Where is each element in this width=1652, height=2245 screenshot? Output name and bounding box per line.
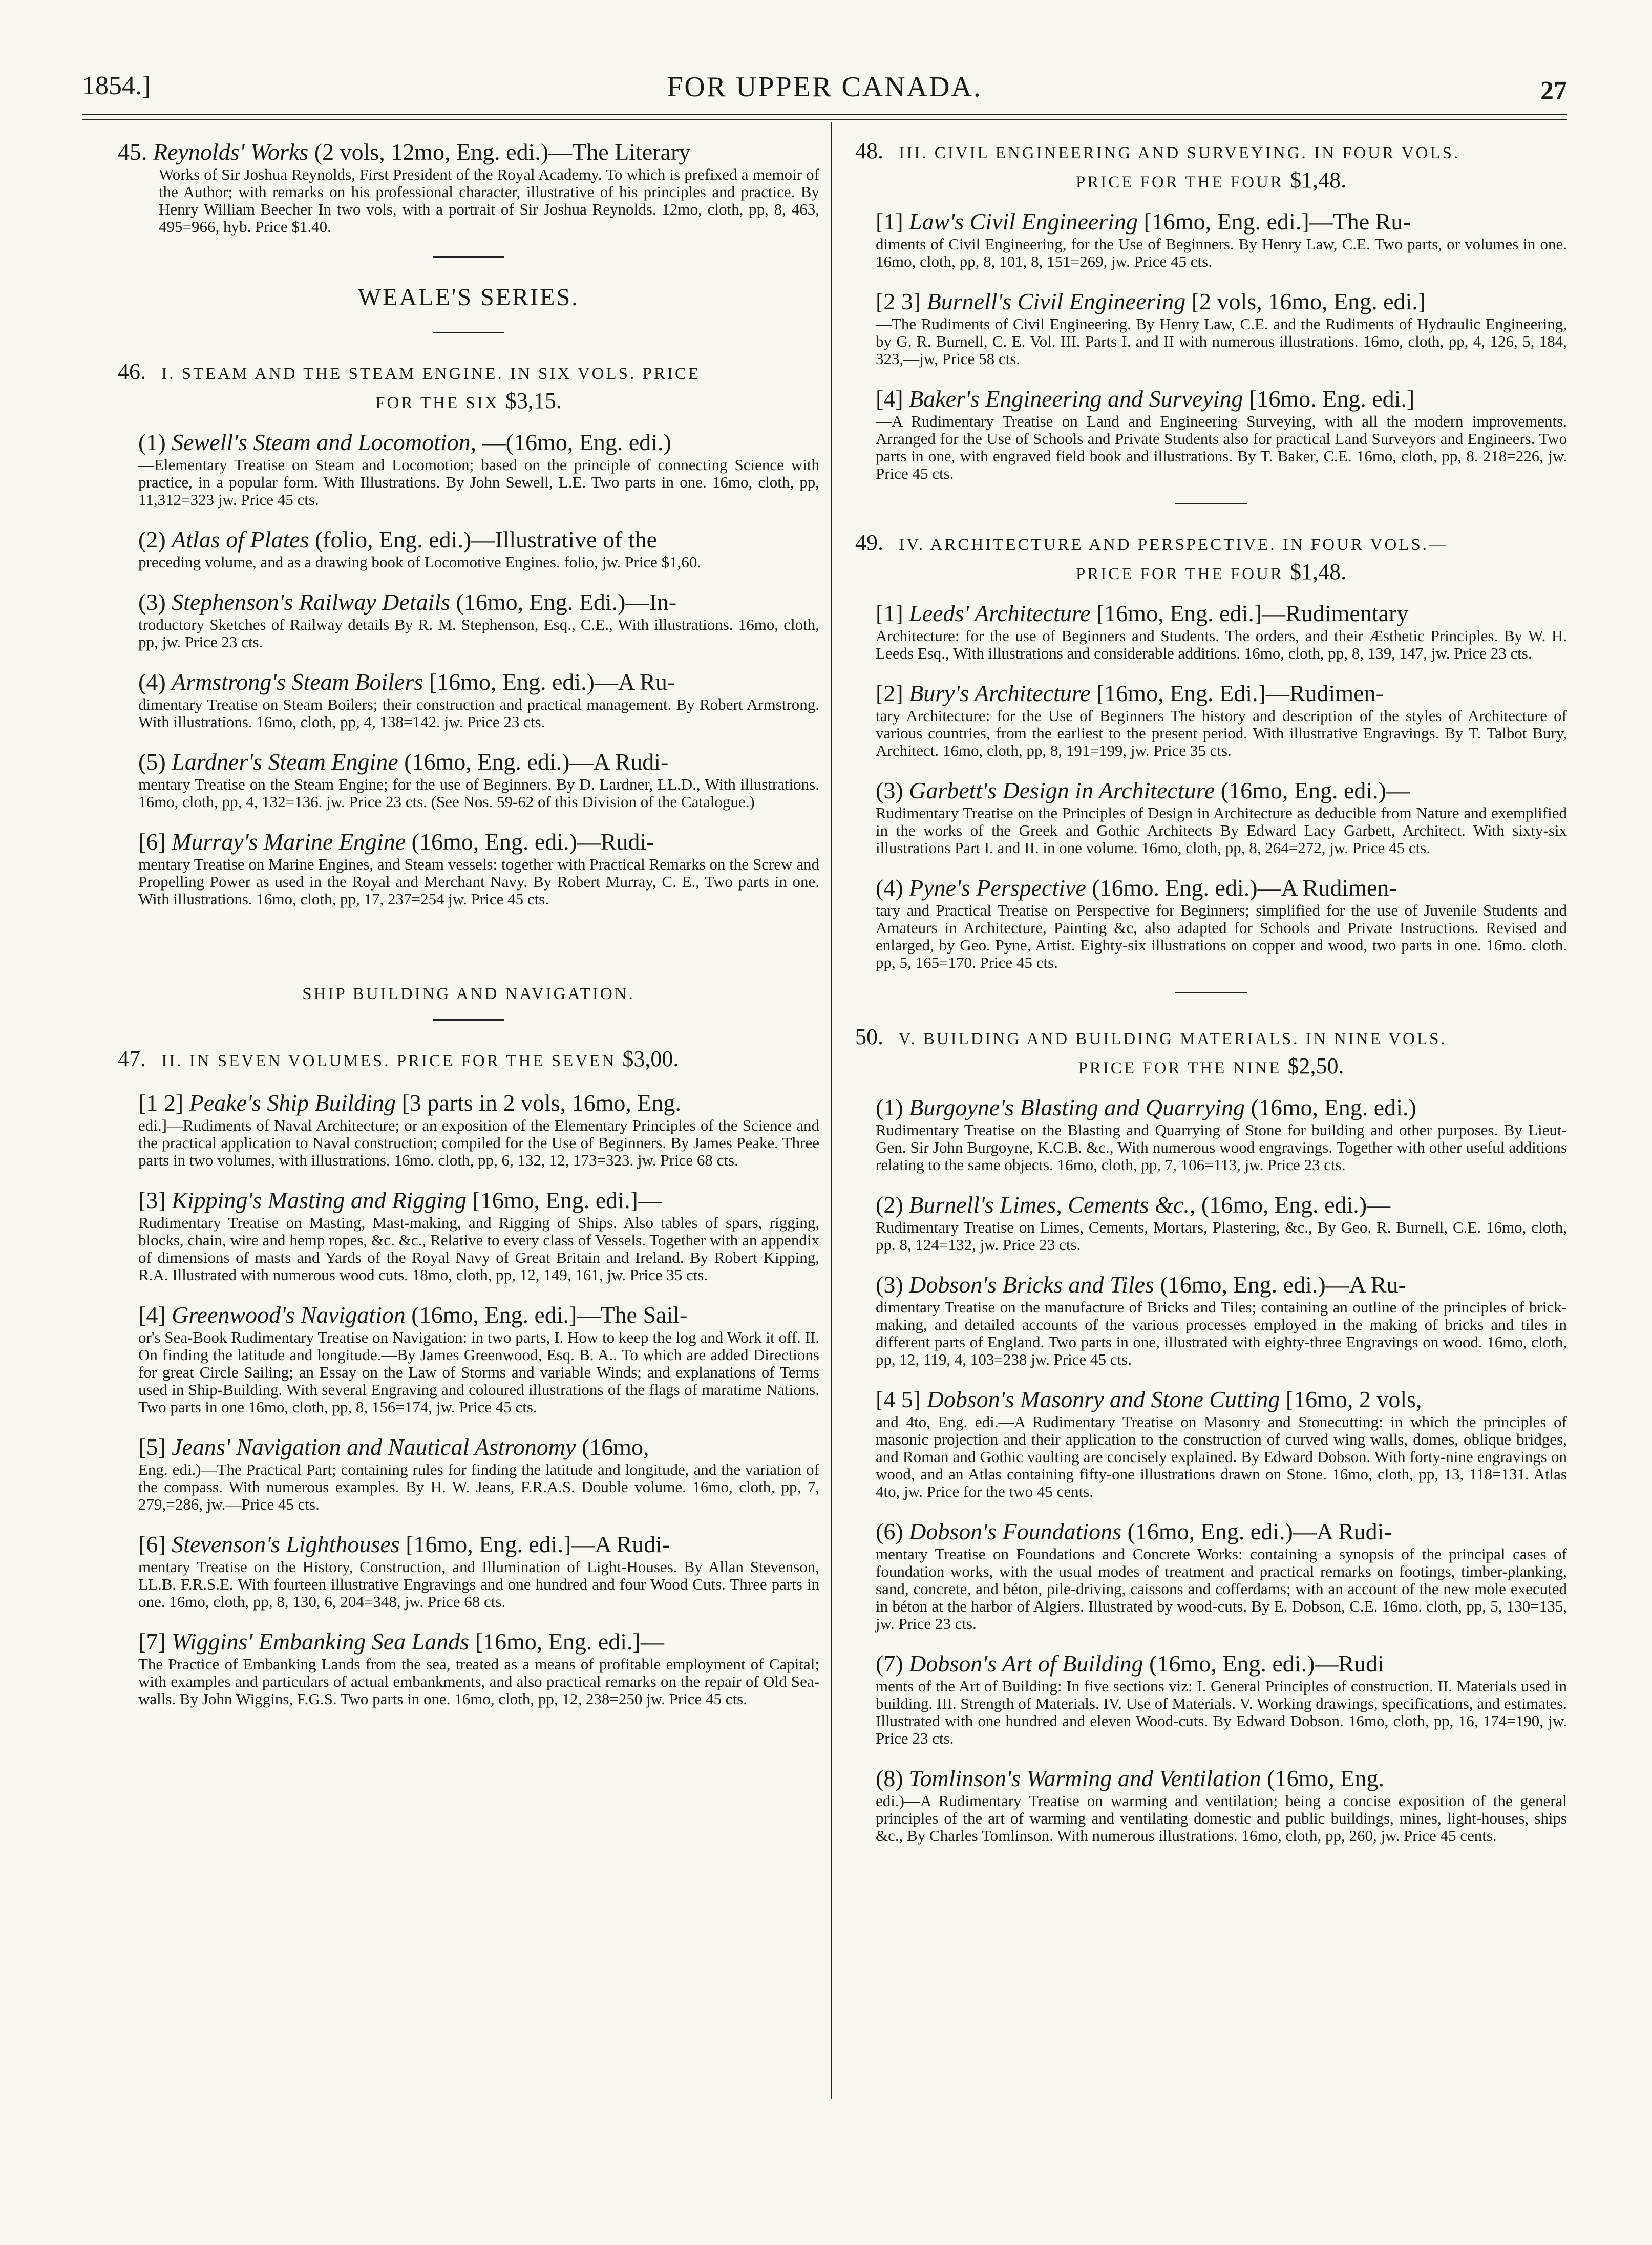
entry-description: —A Rudimentary Treatise on Land and Engineering Surveying, with all the modern improvements. Arranged for the Use of Schools and Private Students also for practical Land Surveyors and Engineers. Two parts in one, with engraved field book and illustrations. By T. Baker, C.E. 16mo, cloth, pp, 8. 218=226, jw. Price 45 cts.	[876, 412, 1567, 482]
entry-description: mentary Treatise on Marine Engines, and Steam vessels: together with Practical Remarks on the Screw and Propelling Power as used in the Royal and Merchant Navy. By Robert Murray, C. E., Two parts in one. With illustrations. 16mo, cloth, pp, 17, 237=254 jw. Price 45 cts.	[138, 855, 819, 908]
entry-description: Rudimentary Treatise on the Principles of Design in Architecture as deducible from Nature and exemplified in the works of the Greek and Gothic Architects By Edward Lacy Garbett, Architect. With sixty-six illustrations Part I. and II. in one volume. 16mo, cloth, pp, 8, 264=272, jw. Price 45 cts.	[876, 804, 1567, 857]
list-item: (6) Dobson's Foundations (16mo, Eng. edi.)—A Rudi- mentary Treatise on Foundations and Concrete Works: containing a synopsis of the principal cases of foundation works, with the usual modes of treatment and practical remarks on footings, timber-planking, sand, concrete, and béton, pile-driving, caissons and cofferdams; with an account of the new mole executed in béton at the harbor of Algiers. Illustrated by wood-cuts. By E. Dobson, C.E. 16mo. cloth, pp, 5, 130=135, jw. Price 23 cts.	[876, 1518, 1567, 1633]
section-48-heading	[855, 138, 1567, 197]
price-label: PRICE FOR THE NINE	[1078, 1059, 1282, 1077]
entry-description: dimentary Treatise on the manufacture of Bricks and Tiles; containing an outline of the principles of brick-making, and detailed accounts of the various processes employed in the making of bricks and tiles in different parts of England. Two parts in one, illustrated with eighty-three Engravings on wood. 16mo, cloth, pp, 12, 119, 4, 103=238 jw. Price 45 cts.	[876, 1298, 1567, 1368]
list-item: (2) Atlas of Plates (folio, Eng. edi.)—Illustrative of the preceding volume, and as a drawing book of Locomotive Engines. folio, jw. Price $1,60.	[138, 526, 819, 571]
section-46-heading	[118, 359, 819, 417]
section-48-items	[855, 208, 1567, 482]
section-price: $3,00.	[622, 1046, 679, 1071]
entry-title: Law's Civil Engineering	[909, 208, 1138, 235]
entry-title: Leeds' Architecture	[909, 600, 1091, 626]
section-title: V. BUILDING AND BUILDING MATERIALS. IN NINE VOLS.	[898, 1030, 1447, 1048]
list-item: (5) Lardner's Steam Engine (16mo, Eng. edi.)—A Rudi- mentary Treatise on the Steam Engine; for the use of Beginners. By D. Lardner, LL.D., With illustrations. 16mo, cloth, pp, 4, 132=136. jw. Price 23 cts. (See Nos. 59-62 of this Division of the Catalogue.)	[138, 749, 819, 811]
section-divider	[1175, 503, 1247, 504]
list-item: [7] Wiggins' Embanking Sea Lands [16mo, Eng. edi.]— The Practice of Embanking Lands from the sea, treated as a means of profitable employment of Capital; with examples and particulars of actual embankments, and also practical remarks on the repair of Old Sea-walls. By John Wiggins, F.G.S. Two parts in one. 16mo, cloth, pp, 12, 238=250 jw. Price 45 cts.	[138, 1628, 819, 1708]
entry-description: mentary Treatise on the History, Construction, and Illumination of Light-Houses. By Allan Stevenson, LL.B. F.R.S.E. With fourteen illustrative Engravings and one hundred and four Wood Cuts. Three parts in one. 16mo, cloth, pp, 8, 130, 6, 204=348, jw. Price 68 cts.	[138, 1558, 819, 1611]
entry-number: 45.	[118, 139, 147, 165]
price-label: PRICE FOR THE FOUR	[1075, 565, 1284, 583]
section-number: 47.	[118, 1046, 146, 1071]
list-item: (3) Garbett's Design in Architecture (16mo, Eng. edi.)— Rudimentary Treatise on the Principles of Design in Architecture as deducible from Nature and exemplified in the works of the Greek and Gothic Architects By Edward Lacy Garbett, Architect. With sixty-six illustrations Part I. and II. in one volume. 16mo, cloth, pp, 8, 264=272, jw. Price 45 cts.	[876, 777, 1567, 857]
section-title: II. IN SEVEN VOLUMES. PRICE FOR THE SEVEN	[161, 1052, 617, 1070]
list-item: [2] Bury's Architecture [16mo, Eng. Edi.]—Rudimen- tary Architecture: for the Use of Beginners The history and description of the styles of Architecture of various countries, from the earliest to the present period. With illustrative Engravings. By T. Talbot Bury, Architect. 16mo, cloth, pp, 8, 191=199, jw. Price 35 cts.	[876, 680, 1567, 759]
entry-description: Architecture: for the use of Beginners and Students. The orders, and their Æsthetic Principles. By W. H. Leeds Esq., With illustrations and considerable additions. 16mo, cloth, pp, 8, 139, 147, jw. Price 23 cts.	[876, 627, 1567, 662]
section-title: IV. ARCHITECTURE AND PERSPECTIVE. IN FOUR VOLS.—	[899, 536, 1448, 554]
section-number: 46.	[118, 359, 146, 384]
list-item: [6] Murray's Marine Engine (16mo, Eng. edi.)—Rudi- mentary Treatise on Marine Engines, and Steam vessels: together with Practical Remarks on the Screw and Propelling Power as used in the Royal and Merchant Navy. By Robert Murray, C. E., Two parts in one. With illustrations. 16mo, cloth, pp, 17, 237=254 jw. Price 45 cts.	[138, 829, 819, 908]
list-item: (4) Pyne's Perspective (16mo. Eng. edi.)—A Rudimen- tary and Practical Treatise on Perspective for Beginners; simplified for the use of Juvenile Students and Amateurs in Architecture, Painting &c, also adapted for Schools and Private Instructions. Revised and enlarged, by Geo. Pyne, Artist. Eighty-six illustrations on copper and wood, two parts in one. 16mo. cloth. pp, 5, 165=170. Price 45 cts.	[876, 875, 1567, 971]
entry-description: Works of Sir Joshua Reynolds, First President of the Royal Academy. To which is prefixed a memoir of the Author; with remarks on his professional character, illustrative of his principles and practice. By Henry William Beecher In two vols, with a portrait of Sir Joshua Reynolds. 12mo, cloth, pp, 8, 463, 495=966, hyb. Price $1.40.	[159, 165, 819, 236]
list-item: [1] Law's Civil Engineering [16mo, Eng. edi.]—The Ru- diments of Civil Engineering, for the Use of Beginners. By Henry Law, C.E. Two parts, or volumes in one. 16mo, cloth, pp, 8, 101, 8, 151=269, jw. Price 45 cts.	[876, 208, 1567, 270]
list-item: (3) Dobson's Bricks and Tiles (16mo, Eng. edi.)—A Ru- dimentary Treatise on the manufacture of Bricks and Tiles; containing an outline of the principles of brick-making, and detailed accounts of the various processes employed in the making of bricks and tiles in different parts of England. Two parts in one, illustrated with eighty-three Engravings on wood. 16mo, cloth, pp, 12, 119, 4, 103=238 jw. Price 45 cts.	[876, 1272, 1567, 1368]
price-label: PRICE FOR THE FOUR	[1075, 173, 1284, 192]
section-50-items	[855, 1094, 1567, 1845]
section-47-items	[118, 1089, 819, 1708]
section-price: $1,48.	[1290, 167, 1347, 193]
entry-description: dimentary Treatise on Steam Boilers; their construction and practical management. By Robert Armstrong. With illustrations. 16mo, cloth, pp, 4, 138=142. jw. Price 23 cts.	[138, 695, 819, 731]
section-46-items	[118, 429, 819, 908]
section-divider	[433, 256, 504, 258]
entry-title: Pyne's Perspective	[909, 875, 1086, 901]
section-title: I. STEAM AND THE STEAM ENGINE. IN SIX VOLS. PRICE	[161, 365, 701, 383]
entry-description: mentary Treatise on Foundations and Concrete Works: containing a synopsis of the principal cases of foundation works, with the usual modes of treatment and practical remarks on footings, timber-planking, sand, concrete, and béton, pile-driving, caissons and cofferdams; with an account of the new mole executed in béton at the harbor of Algiers. Illustrated by wood-cuts. By E. Dobson, C.E. 16mo. cloth, pp, 5, 130=135, jw. Price 23 cts.	[876, 1545, 1567, 1633]
list-item: (4) Armstrong's Steam Boilers [16mo, Eng. edi.)—A Ru- dimentary Treatise on Steam Boilers; their construction and practical management. By Robert Armstrong. With illustrations. 16mo, cloth, pp, 4, 138=142. jw. Price 23 cts.	[138, 669, 819, 731]
list-item: (8) Tomlinson's Warming and Ventilation (16mo, Eng. edi.)—A Rudimentary Treatise on warming and ventilation; being a concise exposition of the general principles of the art of warming and ventilating domestic and public buildings, mines, light-houses, ships &c., By Charles Tomlinson. With numerous illustrations. 16mo, cloth, pp, 260, jw. Price 45 cents.	[876, 1765, 1567, 1845]
entry-title: Atlas of Plates	[172, 526, 309, 553]
entry-title: Wiggins' Embanking Sea Lands	[172, 1628, 470, 1655]
entry-title: Dobson's Masonry and Stone Cutting	[926, 1386, 1280, 1412]
entry-description: —The Rudiments of Civil Engineering. By Henry Law, C.E. and the Rudiments of Hydraulic Engineering, by G. R. Burnell, C. E. Vol. III. Parts I. and II with numerous illustrations. 16mo, cloth, pp, 4, 126, 5, 184, 323,—jw, Price 58 cts.	[876, 315, 1567, 368]
entry-description: Rudimentary Treatise on the Blasting and Quarrying of Stone for building and other purposes. By Lieut-Gen. Sir John Burgoyne, K.C.B. &c., With numerous wood engravings. Together with other useful additions relating to the same objects. 16mo, cloth, pp, 7, 106=113, jw. Price 23 cts.	[876, 1121, 1567, 1174]
entry-title: Garbett's Design in Architecture	[909, 777, 1215, 803]
list-item: (1) Sewell's Steam and Locomotion, —(16mo, Eng. edi.) —Elementary Treatise on Steam and Locomotion; based on the principle of connecting Science with practice, in a popular form. With Illustrations. By John Sewell, L.E. Two parts in one. 16mo, cloth, pp, 11,312=323 jw. Price 45 cts.	[138, 429, 819, 509]
entry-title: Dobson's Foundations	[909, 1518, 1122, 1544]
entry-description: Rudimentary Treatise on Masting, Mast-making, and Rigging of Ships. Also tables of spars, rigging, blocks, chain, wire and hemp ropes, &c. &c., Relative to every class of Vessels. Together with an appendix of dimensions of masts and Yards of the Royal Navy of Great Britain and Ireland. By Robert Kipping, R.A. Illustrated with numerous wood cuts. 18mo, cloth, pp, 12, 149, 161, jw. Price 35 cts.	[138, 1214, 819, 1284]
entry-title: Baker's Engineering and Surveying	[909, 386, 1243, 412]
section-50-heading	[855, 1024, 1567, 1083]
section-number: 50.	[855, 1024, 883, 1049]
entry-title: Bury's Architecture	[909, 680, 1091, 706]
header-title: FOR UPPER CANADA.	[667, 71, 982, 103]
page-number: 27	[1540, 76, 1567, 105]
list-item: [2 3] Burnell's Civil Engineering [2 vols, 16mo, Eng. edi.] —The Rudiments of Civil Engineering. By Henry Law, C.E. and the Rudiments of Hydraulic Engineering, by G. R. Burnell, C. E. Vol. III. Parts I. and II with numerous illustrations. 16mo, cloth, pp, 4, 126, 5, 184, 323,—jw, Price 58 cts.	[876, 288, 1567, 368]
entry-description: Eng. edi.)—The Practical Part; containing rules for finding the latitude and longitude, and the variation of the compass. With numerous examples. By H. W. Jeans, F.R.A.S. Double volume. 16mo, cloth, pp, 7, 279,=286, jw.—Price 45 cts.	[138, 1460, 819, 1513]
entry-description: preceding volume, and as a drawing book of Locomotive Engines. folio, jw. Price $1,60.	[138, 553, 702, 571]
list-item: [1] Leeds' Architecture [16mo, Eng. edi.]—Rudimentary Architecture: for the use of Beginners and Students. The orders, and their Æsthetic Principles. By W. H. Leeds Esq., With illustrations and considerable additions. 16mo, cloth, pp, 8, 139, 147, jw. Price 23 cts.	[876, 600, 1567, 662]
entry-title: Burnell's Civil Engineering	[926, 288, 1186, 314]
entry-title: Stevenson's Lighthouses	[172, 1531, 400, 1557]
entry-edition: (2 vols, 12mo, Eng. edi.)—The Literary	[314, 139, 691, 165]
entry-description: diments of Civil Engineering, for the Use of Beginners. By Henry Law, C.E. Two parts, or volumes in one. 16mo, cloth, pp, 8, 101, 8, 151=269, jw. Price 45 cts.	[876, 235, 1567, 270]
section-price: $2,50.	[1287, 1053, 1344, 1078]
section-title-ship: SHIP BUILDING AND NAVIGATION.	[302, 985, 635, 1003]
entry-description: Rudimentary Treatise on Limes, Cements, Mortars, Plastering, &c., By Geo. R. Burnell, C.E. 16mo, cloth, pp. 8, 124=132, jw. Price 23 cts.	[876, 1218, 1567, 1254]
list-item: [4 5] Dobson's Masonry and Stone Cutting [16mo, 2 vols, and 4to, Eng. edi.—A Rudimentary Treatise on Masonry and Stonecutting: in which the principles of masonic projection and their application to the construction of curved wing walls, domes, oblique bridges, and Roman and Gothic vaulting are concisely explained. By Edward Dobson. With forty-nine engravings on wood, and an Atlas containing fifty-one illustrations drawn on Stone. 16mo, cloth, pp, 13, 118=131. Atlas 4to, jw. Price for the two 45 cents.	[876, 1386, 1567, 1500]
section-price: $3,15.	[505, 388, 562, 413]
series-title: WEALE'S SERIES.	[357, 284, 580, 311]
header-date: 1854.]	[82, 71, 151, 100]
entry-description: mentary Treatise on the Steam Engine; for the use of Beginners. By D. Lardner, LL.D., With illustrations. 16mo, cloth, pp, 4, 132=136. jw. Price 23 cts. (See Nos. 59-62 of this Division of the Catalogue.)	[138, 775, 819, 811]
entry-title: Sewell's Steam and Locomotion,	[172, 429, 477, 455]
entry-title: Stephenson's Railway Details	[172, 589, 451, 615]
price-label: FOR THE SIX	[375, 394, 499, 412]
page-header	[82, 71, 1567, 112]
entry-title: Armstrong's Steam Boilers	[172, 669, 423, 695]
list-item: [4] Baker's Engineering and Surveying [16mo. Eng. edi.] —A Rudimentary Treatise on Land and Engineering Surveying, with all the modern improvements. Arranged for the Use of Schools and Private Students also for practical Land Surveyors and Engineers. Two parts in one, with engraved field book and illustrations. By T. Baker, C.E. 16mo, cloth, pp, 8. 218=226, jw. Price 45 cts.	[876, 386, 1567, 482]
section-49-heading	[855, 530, 1567, 588]
entry-title: Burgoyne's Blasting and Quarrying	[909, 1094, 1245, 1120]
entry-title: Reynolds' Works	[153, 139, 309, 165]
entry-description: The Practice of Embanking Lands from the sea, treated as a means of profitable employment of Capital; with examples and particulars of actual embankments, and also practical remarks on the repair of Old Sea-walls. By John Wiggins, F.G.S. Two parts in one. 16mo, cloth, pp, 12, 238=250 jw. Price 45 cts.	[138, 1655, 819, 1708]
left-column	[118, 138, 819, 1725]
entry-description: tary and Practical Treatise on Perspective for Beginners; simplified for the use of Juvenile Students and Amateurs in Architecture, Painting &c, also adapted for Schools and Private Instructions. Revised and enlarged, by Geo. Pyne, Artist. Eighty-six illustrations on copper and wood, two parts in one. 16mo. cloth. pp, 5, 165=170. Price 45 cts.	[876, 901, 1567, 971]
entry-description: edi.]—Rudiments of Naval Architecture; or an exposition of the Elementary Principles of the Science and the practical application to Naval construction; compiled for the Use of Beginners. By James Peake. Three parts in two volumes, with illustrations. 16mo. cloth, pp, 6, 132, 12, 173=323. jw. Price 68 cts.	[138, 1116, 819, 1169]
entry-description: —Elementary Treatise on Steam and Locomotion; based on the principle of connecting Science with practice, in a popular form. With Illustrations. By John Sewell, L.E. Two parts in one. 16mo, cloth, pp, 11,312=323 jw. Price 45 cts.	[138, 456, 819, 509]
list-item: (1) Burgoyne's Blasting and Quarrying (16mo, Eng. edi.) Rudimentary Treatise on the Blasting and Quarrying of Stone for building and other purposes. By Lieut-Gen. Sir John Burgoyne, K.C.B. &c., With numerous wood engravings. Together with other useful additions relating to the same objects. 16mo, cloth, pp, 7, 106=113, jw. Price 23 cts.	[876, 1094, 1567, 1174]
right-column	[855, 138, 1567, 1862]
section-49-items	[855, 600, 1567, 971]
entry-description: or's Sea-Book Rudimentary Treatise on Navigation: in two parts, I. How to keep the log and Work it off. II. On finding the latitude and longitude.—By James Greenwood, Esq. B. A.. To which are added Directions for great Circle Sailing; an Essay on the Law of Storms and variable Winds; and explanations of Terms used in Ship-Building. With several Engraving and coloured illustrations of the flags of maratime Nations. Two parts in one 16mo, cloth, pp, 8, 156=174, jw. Price 45 cts.	[138, 1328, 819, 1416]
header-rule-top	[82, 114, 1567, 115]
list-item: [3] Kipping's Masting and Rigging [16mo, Eng. edi.]— Rudimentary Treatise on Masting, Mast-making, and Rigging of Ships. Also tables of spars, rigging, blocks, chain, wire and hemp ropes, &c. &c., Relative to every class of Vessels. Together with an appendix of dimensions of masts and Yards of the Royal Navy of Great Britain and Ireland. By Robert Kipping, R.A. Illustrated with numerous wood cuts. 18mo, cloth, pp, 12, 149, 161, jw. Price 35 cts.	[138, 1187, 819, 1284]
entry-title: Peake's Ship Building	[189, 1090, 396, 1116]
entry-title: Tomlinson's Warming and Ventilation	[909, 1765, 1261, 1791]
list-item: (2) Burnell's Limes, Cements &c., (16mo, Eng. edi.)— Rudimentary Treatise on Limes, Cements, Mortars, Plastering, &c., By Geo. R. Burnell, C.E. 16mo, cloth, pp. 8, 124=132, jw. Price 23 cts.	[876, 1192, 1567, 1254]
section-price: $1,48.	[1290, 559, 1347, 584]
entry-description: troductory Sketches of Railway details By R. M. Stephenson, Esq., C.E., With illustrations. 16mo, cloth, pp, jw. Price 23 cts.	[138, 616, 819, 651]
column-divider	[831, 122, 832, 2099]
entry-description: edi.)—A Rudimentary Treatise on warming and ventilation; being a concise exposition of the general principles of the art of warming and ventilating domestic and public buildings, mines, light-houses, ships &c., By Charles Tomlinson. With numerous illustrations. 16mo, cloth, pp, 260, jw. Price 45 cents.	[876, 1792, 1567, 1845]
entry-title: Jeans' Navigation and Nautical Astronomy	[172, 1434, 576, 1460]
list-item: [1 2] Peake's Ship Building [3 parts in 2 vols, 16mo, Eng. edi.]—Rudiments of Naval Architecture; or an exposition of the Elementary Principles of the Science and the practical application to Naval construction; compiled for the Use of Beginners. By James Peake. Three parts in two volumes, with illustrations. 16mo. cloth, pp, 6, 132, 12, 173=323. jw. Price 68 cts.	[138, 1090, 819, 1169]
section-divider	[433, 1019, 504, 1021]
section-number: 48.	[855, 138, 883, 163]
entry-title: Lardner's Steam Engine	[172, 749, 398, 775]
list-item: (3) Stephenson's Railway Details (16mo, Eng. Edi.)—In- troductory Sketches of Railway details By R. M. Stephenson, Esq., C.E., With illustrations. 16mo, cloth, pp, jw. Price 23 cts.	[138, 589, 819, 651]
section-divider	[433, 332, 504, 333]
section-47-heading	[118, 1046, 819, 1074]
entry-45	[118, 138, 819, 236]
header-rule-bottom	[82, 119, 1567, 120]
entry-title: Dobson's Bricks and Tiles	[909, 1272, 1154, 1298]
entry-title: Dobson's Art of Building	[909, 1650, 1143, 1677]
list-item: [6] Stevenson's Lighthouses [16mo, Eng. edi.]—A Rudi- mentary Treatise on the History, Construction, and Illumination of Light-Houses. By Allan Stevenson, LL.B. F.R.S.E. With fourteen illustrative Engravings and one hundred and four Wood Cuts. Three parts in one. 16mo, cloth, pp, 8, 130, 6, 204=348, jw. Price 68 cts.	[138, 1531, 819, 1611]
section-title: III. CIVIL ENGINEERING AND SURVEYING. IN FOUR VOLS.	[899, 144, 1460, 162]
entry-description: ments of the Art of Building: In five sections viz: I. General Principles of construction. II. Materials used in building. III. Strength of Materials. IV. Use of Materials. V. Working drawings, specifications, and estimates. Illustrated with one hundred and eleven Wood-cuts. By Edward Dobson. 16mo, cloth, pp, 16, 174=190, jw. Price 23 cts.	[876, 1677, 1567, 1747]
entry-title: Burnell's Limes, Cements &c.,	[909, 1192, 1196, 1218]
entry-description: tary Architecture: for the Use of Beginners The history and description of the styles of Architecture of various countries, from the earliest to the present period. With illustrative Engravings. By T. Talbot Bury, Architect. 16mo, cloth, pp, 8, 191=199, jw. Price 35 cts.	[876, 707, 1567, 759]
list-item: [5] Jeans' Navigation and Nautical Astronomy (16mo, Eng. edi.)—The Practical Part; containing rules for finding the latitude and longitude, and the variation of the compass. With numerous examples. By H. W. Jeans, F.R.A.S. Double volume. 16mo, cloth, pp, 7, 279,=286, jw.—Price 45 cts.	[138, 1434, 819, 1513]
section-divider	[1175, 992, 1247, 993]
entry-title: Greenwood's Navigation	[172, 1302, 406, 1328]
list-item: (7) Dobson's Art of Building (16mo, Eng. edi.)—Rudi ments of the Art of Building: In five sections viz: I. General Principles of construction. II. Materials used in building. III. Strength of Materials. IV. Use of Materials. V. Working drawings, specifications, and estimates. Illustrated with one hundred and eleven Wood-cuts. By Edward Dobson. 16mo, cloth, pp, 16, 174=190, jw. Price 23 cts.	[876, 1650, 1567, 1747]
entry-title: Murray's Marine Engine	[172, 829, 406, 855]
section-number: 49.	[855, 530, 883, 555]
entry-title: Kipping's Masting and Rigging	[172, 1187, 467, 1213]
list-item: [4] Greenwood's Navigation (16mo, Eng. edi.]—The Sail- or's Sea-Book Rudimentary Treatise on Navigation: in two parts, I. How to keep the log and Work it off. II. On finding the latitude and longitude.—By James Greenwood, Esq. B. A.. To which are added Directions for great Circle Sailing; an Essay on the Law of Storms and variable Winds; and explanations of Terms used in Ship-Building. With several Engraving and coloured illustrations of the flags of maratime Nations. Two parts in one 16mo, cloth, pp, 8, 156=174, jw. Price 45 cts.	[138, 1302, 819, 1416]
entry-description: and 4to, Eng. edi.—A Rudimentary Treatise on Masonry and Stonecutting: in which the principles of masonic projection and their application to the construction of curved wing walls, domes, oblique bridges, and Roman and Gothic vaulting are concisely explained. By Edward Dobson. With forty-nine engravings on wood, and an Atlas containing fifty-one illustrations drawn on Stone. 16mo, cloth, pp, 13, 118=131. Atlas 4to, jw. Price for the two 45 cents.	[876, 1413, 1567, 1500]
